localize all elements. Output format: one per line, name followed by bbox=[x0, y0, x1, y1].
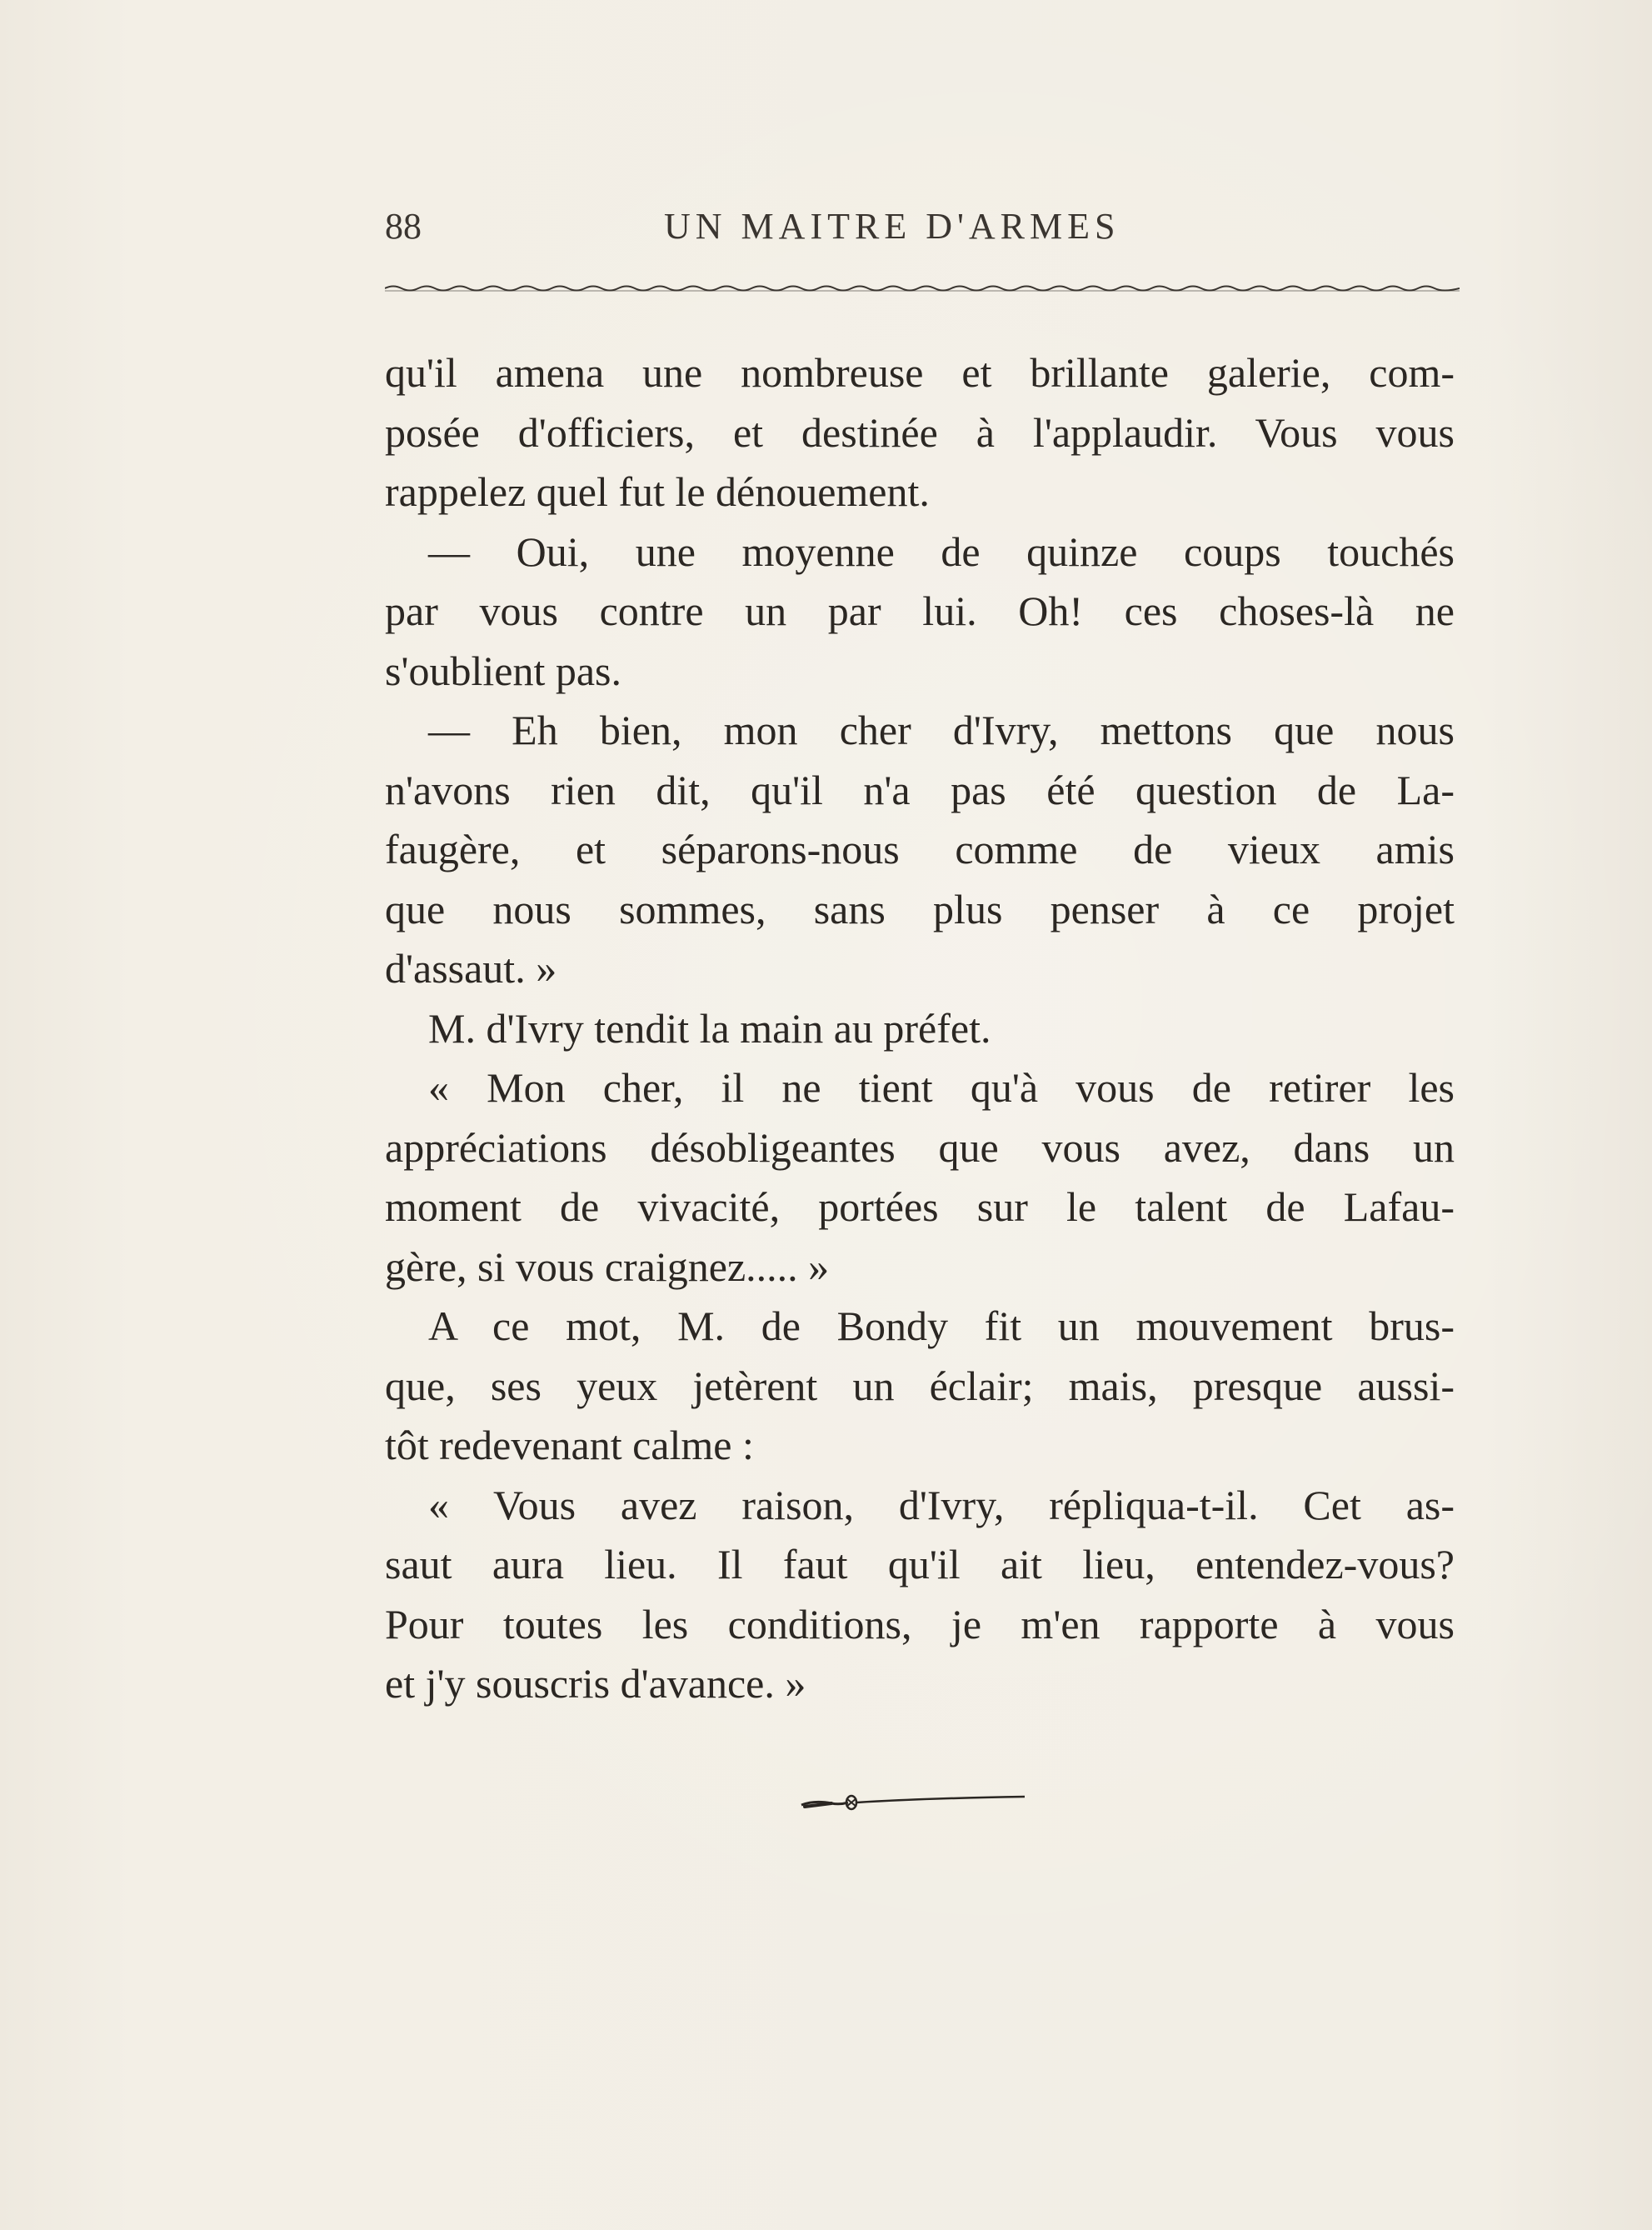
text-line: moment de vivacité, portées sur le talent de Lafau- bbox=[385, 1183, 1455, 1230]
page-number: 88 bbox=[385, 206, 422, 247]
body-text bbox=[385, 343, 1455, 1714]
text-line: saut aura lieu. Il faut qu'il ait lieu, entendez-vous? bbox=[385, 1541, 1455, 1588]
text-line: rappelez quel fut le dénouement. bbox=[385, 468, 930, 515]
text-line: n'avons rien dit, qu'il n'a pas été question de La- bbox=[385, 766, 1455, 813]
text-line: s'oublient pas. bbox=[385, 647, 621, 694]
text-line: faugère, et séparons-nous comme de vieux amis bbox=[385, 826, 1455, 872]
text-line: par vous contre un par lui. Oh! ces choses-là ne bbox=[385, 588, 1455, 634]
text-line: A ce mot, M. de Bondy fit un mouvement brus- bbox=[428, 1302, 1455, 1349]
text-line: tôt redevenant calme : bbox=[385, 1422, 754, 1468]
text-line: « Vous avez raison, d'Ivry, répliqua-t-il. Cet as- bbox=[428, 1481, 1455, 1528]
wavy-rule-ornament bbox=[385, 283, 1460, 293]
text-line: que, ses yeux jetèrent un éclair; mais, presque aussi- bbox=[385, 1362, 1455, 1409]
text-line: qu'il amena une nombreuse et brillante galerie, com- bbox=[385, 349, 1455, 396]
text-line: que nous sommes, sans plus penser à ce projet bbox=[385, 885, 1455, 932]
text-line: Pour toutes les conditions, je m'en rapporte à vous bbox=[385, 1600, 1455, 1648]
text-line: M. d'Ivry tendit la main au préfet. bbox=[428, 1004, 991, 1052]
running-head bbox=[385, 205, 1460, 255]
text-line: d'assaut. » bbox=[385, 945, 557, 992]
text-line: — Oui, une moyenne de quinze coups touchés bbox=[428, 528, 1455, 575]
running-title: UN MAITRE D'ARMES bbox=[664, 206, 1120, 247]
text-line: — Eh bien, mon cher d'Ivry, mettons que nous bbox=[428, 707, 1455, 753]
tailpiece-ornament bbox=[798, 1790, 1031, 1815]
text-line: gère, si vous craignez..... » bbox=[385, 1242, 830, 1290]
text-line: posée d'officiers, et destinée à l'applaudir. Vous vous bbox=[385, 408, 1455, 456]
text-line: et j'y souscris d'avance. » bbox=[385, 1660, 806, 1707]
text-line: « Mon cher, il ne tient qu'à vous de retirer les bbox=[428, 1064, 1455, 1111]
text-line: appréciations désobligeantes que vous avez, dans un bbox=[385, 1123, 1455, 1171]
